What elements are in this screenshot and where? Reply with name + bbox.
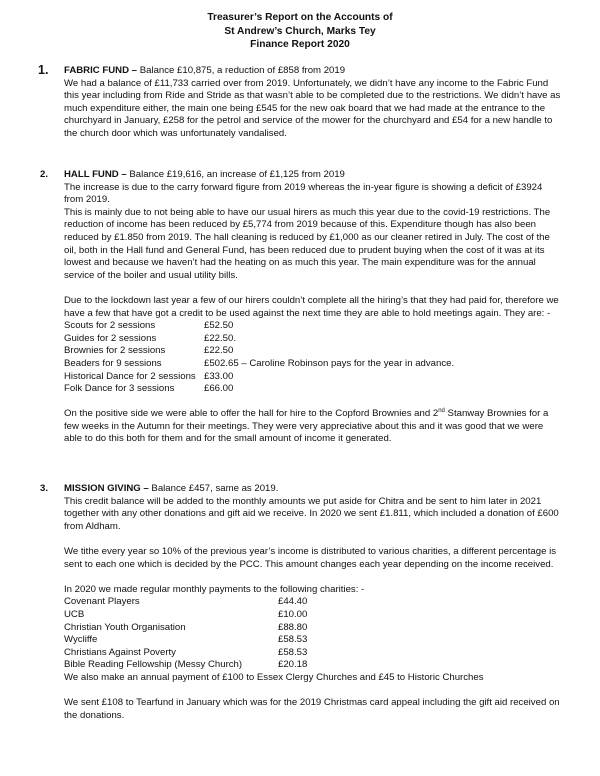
section-fabric-fund [40,65,580,141]
charity-amount: £88.80 [278,621,308,633]
list-item [64,358,564,371]
list-item [64,320,564,333]
section-number: 2. [40,169,49,180]
charity-name: Bible Reading Fellowship (Messy Church) [64,659,243,671]
report-title: Treasurer’s Report on the Accounts of [207,12,393,23]
charity-amount: £20.18 [278,659,308,671]
paragraph: We tithe every year so 10% of the previous year’s income is distributed to various charities, a different percentage is sent to each one which is decided by the PCC. This amount changes each year depending on the income received. [64,545,557,570]
section-summary: Balance £457, same as 2019. [148,483,279,494]
charity-name: Covenant Players [64,596,140,608]
credit-label: Scouts for 2 sessions [64,320,156,332]
list-item [64,622,564,635]
closing-text: On the positive side we were able to offer the hall for hire to the Copford Brownies and 2 [64,408,439,420]
list-item [64,659,564,672]
paragraph: We had a balance of £11,733 carried over from 2019. Unfortunately, we didn’t have any income to the Fabric Fund this year including from Ride and Stride as that wasn’t able to be completed due to the restrictions. We didn’t have as much expenditure either, the main one being £545 for the new oak board that we had made at the entrance to the churchyard in January, £258 for the petrol and service of the mower for the churchyard and £54 for a new handle to the church door which was unfortunately vandalised. [64,77,561,139]
charity-amount: £58.53 [278,646,308,658]
section-heading [64,65,564,78]
credit-amount: £22.50 [204,345,234,357]
paragraph: Due to the lockdown last year a few of our hirers couldn’t complete all the hiring’s that they had paid for, therefore we have a few that have got a credit to be used against the next time they are able to hold meetings again. They are: - [64,294,559,319]
charity-name: Wycliffe [64,634,98,646]
section-number: 3. [40,483,49,494]
list-item [64,634,564,647]
credit-label: Historical Dance for 2 sessions [64,370,196,382]
credit-amount: £33.00 [204,370,234,382]
charity-name: Christians Against Poverty [64,646,176,658]
credit-amount: £502.65 – Caroline Robinson pays for the year in advance. [204,357,455,369]
church-name: St Andrew’s Church, Marks Tey [224,25,376,37]
section-title: HALL FUND – [64,169,127,180]
paragraph: This credit balance will be added to the monthly amounts we put aside for Chitra and be sent to him later in 2021 together with any other donations and gift aid we receive. In 2020 we sent £1.811, which included a donation of £600 from Aldham. [64,495,559,532]
section-title: FABRIC FUND – [64,65,138,76]
report-subtitle: Finance Report 2020 [250,39,350,50]
paragraph: This is mainly due to not being able to have our usual hirers as much this year due to the covid-19 restrictions. The reduction of income has been reduced by £5,774 from 2019 because of this. Expenditure though has also been reduced by £1.850 from 2019. The hall cleaning is reduced by £1,000 as our cleaner retired in July. The cost of the oil, both in the Hall fund and General Fund, has been reduced due to prudent buying when the cost of it was at its lowest and because we haven’t had the heating on as much this year. The main expenditure was for the annual service of the boiler and usual utility bills. [64,206,551,281]
credit-label: Folk Dance for 3 sessions [64,383,175,395]
charity-amount: £58.53 [278,634,308,646]
paragraph: The increase is due to the carry forward figure from 2019 whereas the in-year figure is showing a deficit of £3924 from 2019. [64,181,543,206]
report-header [0,11,600,52]
paragraph [64,408,564,446]
credit-amount: £66.00 [204,383,234,395]
list-item [64,333,564,346]
credit-label: Guides for 2 sessions [64,332,157,344]
section-number: 1. [38,63,49,77]
ordinal-suffix: nd [438,408,445,415]
list-item [64,371,564,384]
section-mission-giving [40,483,580,722]
charity-name: Christian Youth Organisation [64,621,186,633]
list-item [64,647,564,660]
section-summary: Balance £19,616, an increase of £1,125 from 2019 [126,169,345,180]
list-item [64,345,564,358]
credit-amount: £52.50 [204,320,234,332]
section-summary: Balance £10,875, a reduction of £858 from 2019 [137,65,346,76]
paragraph: We also make an annual payment of £100 to Essex Clergy Churches and £45 to Historic Churches [64,671,484,683]
credit-amount: £22.50. [204,332,237,344]
charity-amount: £44.40 [278,596,308,608]
list-item [64,609,564,622]
section-hall-fund [40,169,580,446]
credit-label: Beaders for 9 sessions [64,357,162,369]
list-item [64,596,564,609]
paragraph: We sent £108 to Tearfund in January which was for the 2019 Christmas card appeal including the gift aid received on the donations. [64,697,560,721]
hall-credits-list [64,320,564,396]
credit-label: Brownies for 2 sessions [64,345,166,357]
section-heading [64,169,564,182]
closing-text: Stanway Brownies for a few weeks in the Autumn for their meetings. They were very appreciative about this and it was good that we were able to do this both for them and for the small amount of income it generated. [64,408,549,445]
charities-list [64,596,564,672]
section-title: MISSION GIVING – [64,483,149,494]
charity-name: UCB [64,608,85,620]
paragraph: In 2020 we made regular monthly payments to the following charities: - [64,583,365,595]
section-heading [64,483,564,496]
charity-amount: £10.00 [278,608,308,620]
list-item [64,383,564,396]
